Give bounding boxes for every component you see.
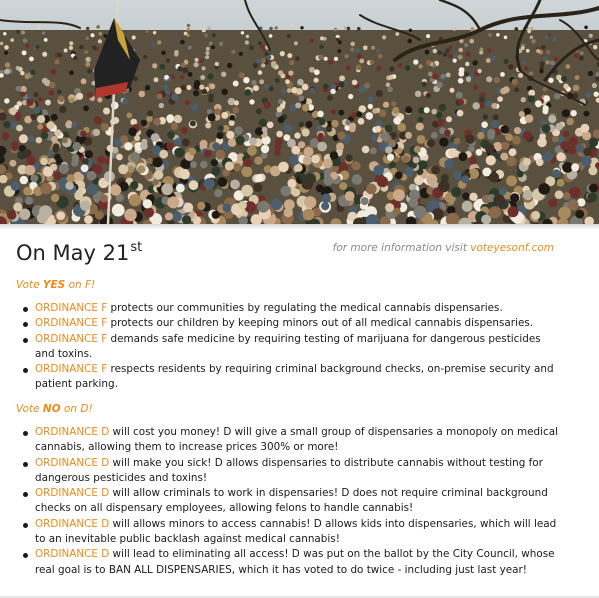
vote-no-post: on D! [60, 403, 93, 415]
ordinance-label: ORDINANCE F [35, 317, 108, 330]
list-item [18, 547, 558, 578]
list-item [18, 362, 558, 393]
headline-date-suffix: st [130, 240, 143, 255]
ordinance-label: ORDINANCE D [35, 517, 110, 530]
vote-no-heading [16, 403, 93, 415]
ordinance-text: will lead to eliminating all access! D was put on the ballot by the City Council, whose real goal is to BAN ALL DISPENSARIES, which it has voted to do twice - including just last year! [35, 548, 555, 576]
ordinance-text: respects residents by requiring criminal background checks, on-premise security and patient parking. [35, 363, 554, 391]
vote-yes-heading [16, 279, 95, 291]
list-item [18, 517, 558, 548]
ordinance-label: ORDINANCE F [35, 332, 108, 345]
list-item [18, 425, 558, 456]
headline-date: On May 21 [16, 241, 130, 265]
ordinance-label: ORDINANCE D [35, 456, 110, 469]
vote-no-pre: Vote [16, 403, 43, 415]
yes-reasons-list [18, 301, 558, 393]
ordinance-label: ORDINANCE F [35, 302, 108, 314]
vote-no-strong: NO [42, 403, 61, 415]
list-item [18, 301, 558, 316]
more-info-text: for more information visit [332, 242, 471, 254]
vote-yes-post: on F! [65, 279, 96, 291]
ordinance-label: ORDINANCE D [35, 487, 110, 500]
ordinance-text: protects our communities by regulating the medical cannabis dispensaries. [107, 302, 503, 314]
more-info-link[interactable]: voteyesonf.com [470, 242, 554, 254]
crowd-image [0, 0, 599, 224]
ordinance-text: protects our children by keeping minors out of all medical cannabis dispensaries. [107, 317, 534, 330]
more-info-note [333, 242, 554, 254]
ballot-content [0, 224, 599, 598]
list-item [18, 332, 558, 363]
ordinance-text: will cost you money! D will give a small group of dispensaries a monopoly on medical cannabis, allowing them to increase prices 300% or more! [35, 426, 558, 454]
no-reasons-list [18, 425, 558, 578]
ordinance-text: will allow criminals to work in dispensaries! D does not require criminal background checks on all dispensary employees, allowing felons to handle cannabis! [35, 487, 548, 515]
list-item [18, 316, 558, 331]
list-item [18, 486, 558, 517]
list-item [18, 456, 558, 487]
ordinance-label: ORDINANCE D [35, 426, 110, 438]
ordinance-label: ORDINANCE F [35, 363, 108, 376]
headline [16, 240, 142, 265]
crowd-photo [0, 0, 599, 224]
ordinance-text: will allows minors to access cannabis! D allows kids into dispensaries, which will lead to an inevitable public backlash against medical cannabis! [35, 517, 557, 546]
vote-yes-pre: Vote [16, 279, 43, 291]
ordinance-text: will make you sick! D allows dispensaries to distribute cannabis without testing for dangerous pesticides and toxins! [35, 456, 543, 484]
vote-yes-strong: YES [42, 279, 66, 291]
ordinance-label: ORDINANCE D [35, 548, 110, 561]
ordinance-text: demands safe medicine by requiring testing of marijuana for dangerous pesticides and toxins. [35, 332, 541, 360]
